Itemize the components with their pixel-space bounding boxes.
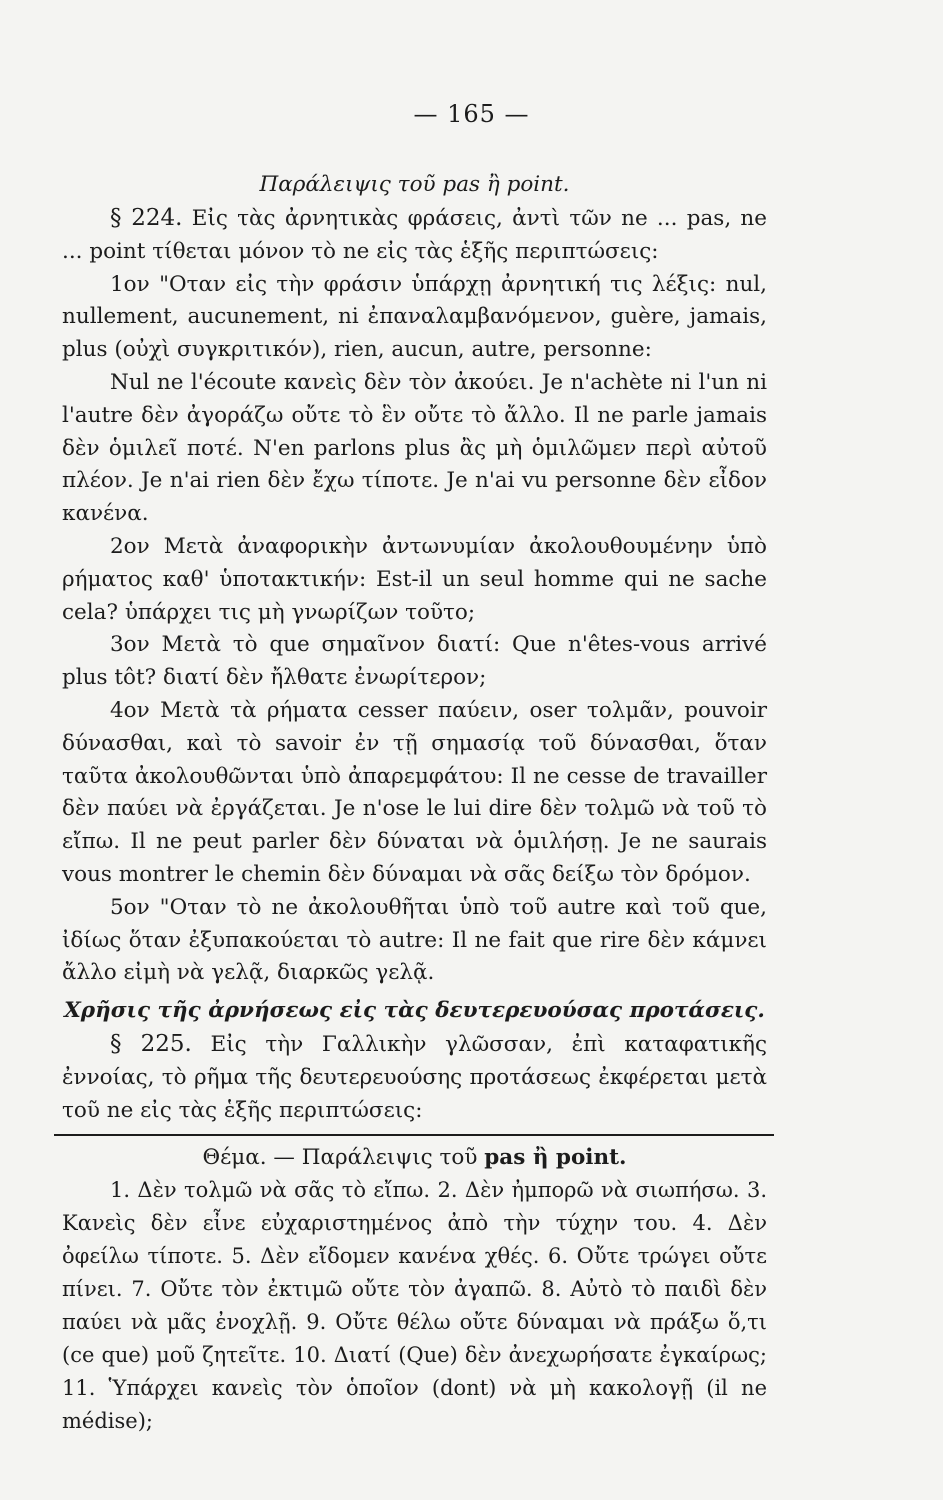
exercise-title-greek: Θέμα. — Παράλειψις τοῦ <box>202 1144 478 1170</box>
page-body <box>62 168 767 1438</box>
exercise-title-french: pas ἢ point. <box>484 1144 627 1170</box>
paragraph-224-text: Εἰς τὰς ἀρνητικὰς φράσεις, ἀντὶ τῶν ne ... pas, ne ... point τίθεται μόνον τὸ ne εἰς τὰς ἑξῆς περιπτώσεις: <box>62 206 767 264</box>
rule-1-examples: Nul ne l'écoute κανεὶς δὲν τὸν ἀκούει. Je n'achète ni l'un ni l'autre δὲν ἀγοράζω οὔτε τὸ ἓν οὔτε τὸ ἄλλο. Il ne parle jamais δὲν ὁμιλεῖ ποτέ. N'en parlons plus ἂς μὴ ὁμιλῶμεν περὶ αὐτοῦ πλέον. Je n'ai rien δὲν ἔχω τίποτε. Je n'ai vu personne δὲν εἶδον κανένα. <box>62 369 767 527</box>
page-number: — 165 — <box>413 100 530 128</box>
exercise-text: 1. Δὲν τολμῶ νὰ σᾶς τὸ εἴπω. 2. Δὲν ἠμπορῶ νὰ σιωπήσω. 3. Κανεὶς δὲν εἶνε εὐχαριστημένος ἀπὸ τὴν τύχην του. 4. Δὲν ὀφείλω τίποτε. 5. Δὲν εἴδομεν κανένα χθές. 6. Οὔτε τρώγει οὔτε πίνει. 7. Οὔτε τὸν ἐκτιμῶ οὔτε τὸν ἀγαπῶ. 8. Αὐτὸ τὸ παιδὶ δὲν παύει νὰ μᾶς ἐνοχλῇ. 9. Οὔτε θέλω οὔτε δύναμαι νὰ πράξω ὅ,τι (ce que) μοῦ ζητεῖτε. 10. Διατί (Que) δὲν ἀνεχωρήσατε ἐγκαίρως; 11. Ὑπάρχει κανεὶς τὸν ὁποῖον (dont) νὰ μὴ κακολογῇ (il ne médise); <box>62 1178 767 1434</box>
section-number-225: § 225. <box>110 1031 192 1058</box>
rule-1-definition: 1ον "Οταν εἰς τὴν φράσιν ὑπάρχῃ ἀρνητική τις λέξις: nul, nullement, aucunement, ni ἐπαναλαμβανόμενον, guère, jamais, plus (οὐχὶ συγκριτικόν), rien, aucun, autre, personne: <box>62 271 767 363</box>
section-number-224: § 224. <box>110 205 183 231</box>
divider-rule <box>54 1134 774 1136</box>
paragraph-225 <box>62 1028 767 1127</box>
section-heading-omission: Παράλειψις τοῦ pas ἢ point. <box>259 172 570 197</box>
paragraph-225-text: Εἰς τὴν Γαλλικὴν γλῶσσαν, ἐπὶ καταφατικῆς ἐννοίας, τὸ ρῆμα τῆς δευτερευούσης προτάσεως ἐκφέρεται μετὰ τοῦ ne εἰς τὰς ἑξῆς περιπτώσεις: <box>62 1032 767 1123</box>
rule-3: 3ον Μετὰ τὸ que σημαῖνον διατί: Que n'êtes-vous arrivé plus tôt? διατί δὲν ἤλθατε ἐνωρίτερον; <box>62 632 767 691</box>
rule-2: 2ον Μετὰ ἀναφορικὴν ἀντωνυμίαν ἀκολουθουμένην ὑπὸ ρήματος καθ' ὑποτακτικήν: Est-il un seul homme qui ne sache cela? ὑπάρχει τις μὴ γνωρίζων τοῦτο; <box>62 533 767 625</box>
rule-4: 4ον Μετὰ τὰ ρήματα cesser παύειν, oser τολμᾶν, pouvoir δύνασθαι, καὶ τὸ savoir ἐν τῇ σημασίᾳ τοῦ δύνασθαι, ὅταν ταῦτα ἀκολουθῶνται ὑπὸ ἀπαρεμφάτου: Il ne cesse de travailler δὲν παύει νὰ ἐργάζεται. Je n'ose le lui dire δὲν τολμῶ νὰ τοῦ τὸ εἴπω. Il ne peut parler δὲν δύναται νὰ ὁμιλήσῃ. Je ne saurais vous montrer le chemin δὲν δύναμαι νὰ σᾶς δείξω τὸν δρόμον. <box>62 697 767 887</box>
rule-5: 5ον "Οταν τὸ ne ἀκολουθῆται ὑπὸ τοῦ autre καὶ τοῦ que, ἰδίως ὅταν ἐξυπακούεται τὸ autre: Il ne fait que rire δὲν κάμνει ἄλλο εἰμὴ νὰ γελᾷ, διαρκῶς γελᾷ. <box>62 894 767 986</box>
exercise-title <box>62 1142 767 1175</box>
section-heading-subordinate: Χρῆσις τῆς ἀρνήσεως εἰς τὰς δευτερευούσας προτάσεις. <box>64 998 765 1024</box>
paragraph-224 <box>62 202 767 269</box>
